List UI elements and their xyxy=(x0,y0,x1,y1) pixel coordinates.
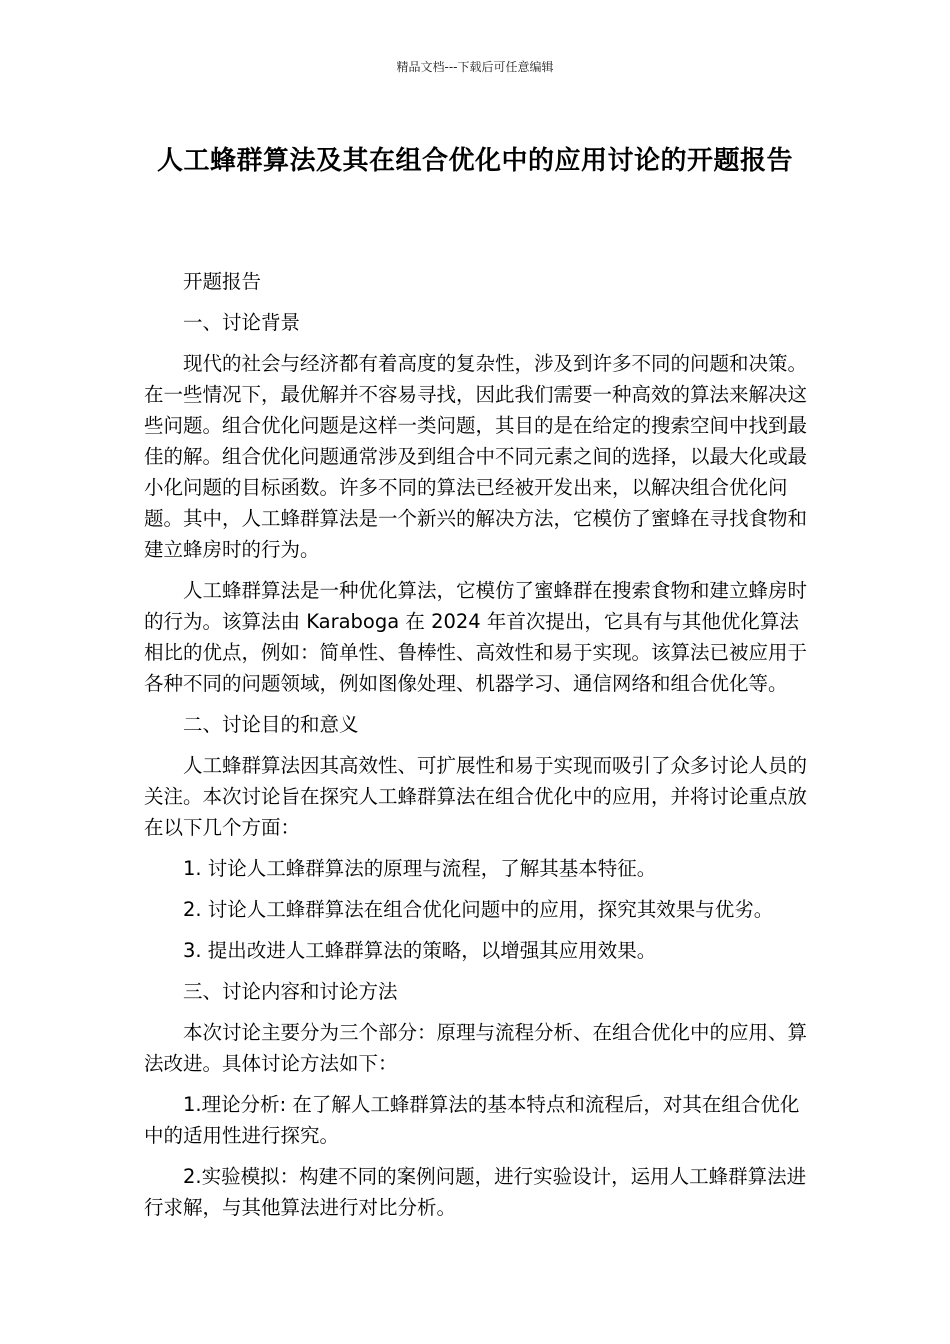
document-body xyxy=(144,266,812,1233)
list-item: 2. 讨论人工蜂群算法在组合优化问题中的应用，探究其效果与优劣。 xyxy=(183,898,774,921)
page-header: 精品文档---下载后可任意编辑 xyxy=(396,60,554,74)
body-paragraph: 人工蜂群算法因其高效性、可扩展性和易于实现而吸引了众多讨论人员的关注。本次讨论旨在探究人工蜂群算法在组合优化中的应用，并将讨论重点放在以下几个方面： xyxy=(144,754,808,839)
list-item: 2.实验模拟：构建不同的案例问题，进行实验设计，运用人工蜂群算法进行求解，与其他算法进行对比分析。 xyxy=(144,1165,807,1219)
section-label: 开题报告 xyxy=(183,270,262,293)
list-item: 3. 提出改进人工蜂群算法的策略，以增强其应用效果。 xyxy=(183,939,657,962)
body-paragraph: 本次讨论主要分为三个部分：原理与流程分析、在组合优化中的应用、算法改进。具体讨论方法如下： xyxy=(144,1021,808,1075)
list-item: 1.理论分析: 在了解人工蜂群算法的基本特点和流程后，对其在组合优化中的适用性进行探究。 xyxy=(144,1093,800,1147)
body-paragraph: 人工蜂群算法是一种优化算法，它模仿了蜜蜂群在搜索食物和建立蜂房时的行为。该算法由 Karaboga 在 2024 年首次提出，它具有与其他优化算法相比的优点，例如：简单性、鲁棒性、高效性和易于实现。该算法已被应用于各种不同的问题领域，例如图像处理、机器学习、通信网络和组合优化等。 xyxy=(144,579,808,695)
document-title: 人工蜂群算法及其在组合优化中的应用讨论的开题报告 xyxy=(156,146,793,176)
section-heading: 三、讨论内容和讨论方法 xyxy=(183,980,398,1003)
section-heading: 二、讨论目的和意义 xyxy=(183,713,359,736)
list-item: 1. 讨论人工蜂群算法的原理与流程，了解其基本特征。 xyxy=(183,857,657,880)
body-paragraph: 现代的社会与经济都有着高度的复杂性，涉及到许多不同的问题和决策。在一些情况下，最优解并不容易寻找，因此我们需要一种高效的算法来解决这些问题。组合优化问题是这样一类问题，其目的是在给定的搜索空间中找到最佳的解。组合优化问题通常涉及到组合中不同元素之间的选择，以最大化或最小化问题的目标函数。许多不同的算法已经被开发出来，以解决组合优化问题。其中，人工蜂群算法是一个新兴的解决方法，它模仿了蜜蜂在寻找食物和建立蜂房时的行为。 xyxy=(144,352,808,561)
section-heading: 一、讨论背景 xyxy=(183,311,301,334)
